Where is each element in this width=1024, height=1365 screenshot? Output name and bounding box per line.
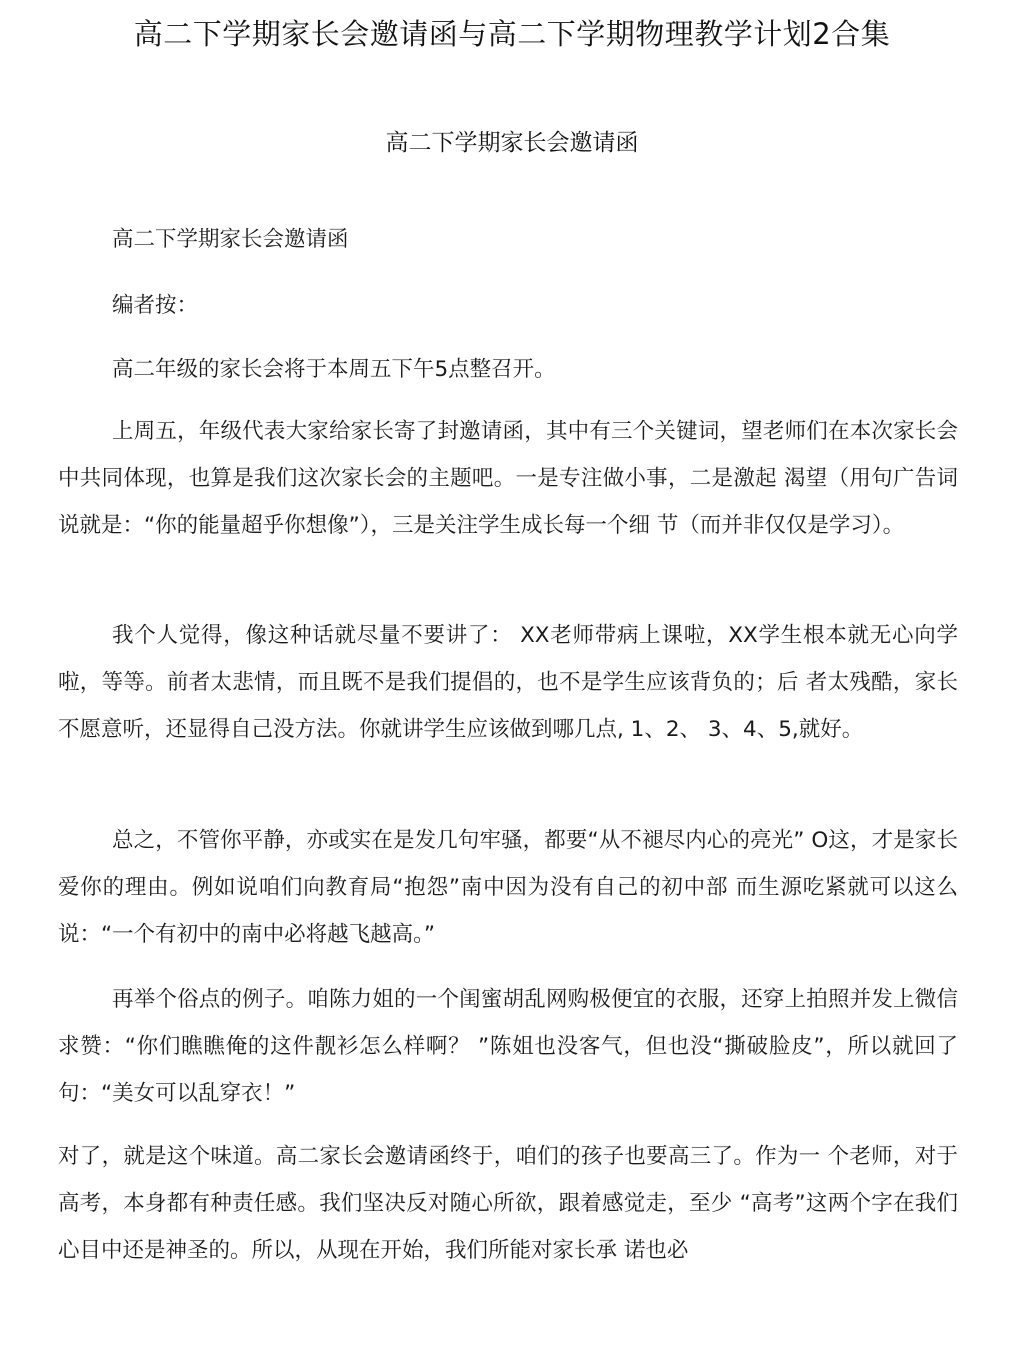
paragraph-summary: 总之，不管你平静，亦或实在是发几句牢骚，都要“从不褪尽内心的亮光” O这，才是家长爱你的理由。例如说咱们向教育局“抱怨”南中因为没有自己的初中部 而生源吃紧就可以这么说：“一个有初中的南中必将越飞越高。” [58, 828, 958, 947]
paragraph-conclusion: 对了，就是这个味道。高二家长会邀请函终于，咱们的孩子也要高三了。作为一 个老师，对于高考，本身都有种责任感。我们坚决反对随心所欲，跟着感觉走，至少 “高考”这两个字在我们心目中还是神圣的。所以，从现在开始，我们所能对家长承 诺也必 [58, 1144, 958, 1263]
document-title: 高二下学期家长会邀请函与高二下学期物理教学计划2合集 [133, 17, 891, 51]
paragraph-heading: 高二下学期家长会邀请函 [112, 227, 349, 252]
paragraph-meeting-time: 高二年级的家长会将于本周五下午5点整召开。 [112, 357, 556, 382]
paragraph-keywords: 上周五，年级代表大家给家长寄了封邀请函，其中有三个关键词，望老师们在本次家长会中共同体现，也算是我们这次家长会的主题吧。一是专注做小事，二是激起 渴望（用句广告词说就是：“你的能量超乎你想像”），三是关注学生成长每一个细 节（而并非仅仅是学习）。 [58, 419, 958, 538]
paragraph-example: 再举个俗点的例子。咱陈力姐的一个闺蜜胡乱网购极便宜的衣服，还穿上拍照并发上微信求赞：“你们瞧瞧俺的这件靓衫怎么样啊？ ”陈姐也没客气，但也没“撕破脸皮”，所以就回了句：“美女可以乱穿衣！” [58, 987, 958, 1106]
paragraph-advice: 我个人觉得，像这种话就尽量不要讲了： XX老师带病上课啦，XX学生根本就无心向学啦，等等。前者太悲情，而且既不是我们提倡的，也不是学生应该背负的；后 者太残酷，家长不愿意听，还显得自己没方法。你就讲学生应该做到哪几点, 1、2、 3、4、5,就好。 [58, 623, 958, 742]
paragraph-editor-note: 编者按： [112, 293, 199, 318]
section-title: 高二下学期家长会邀请函 [385, 130, 639, 156]
